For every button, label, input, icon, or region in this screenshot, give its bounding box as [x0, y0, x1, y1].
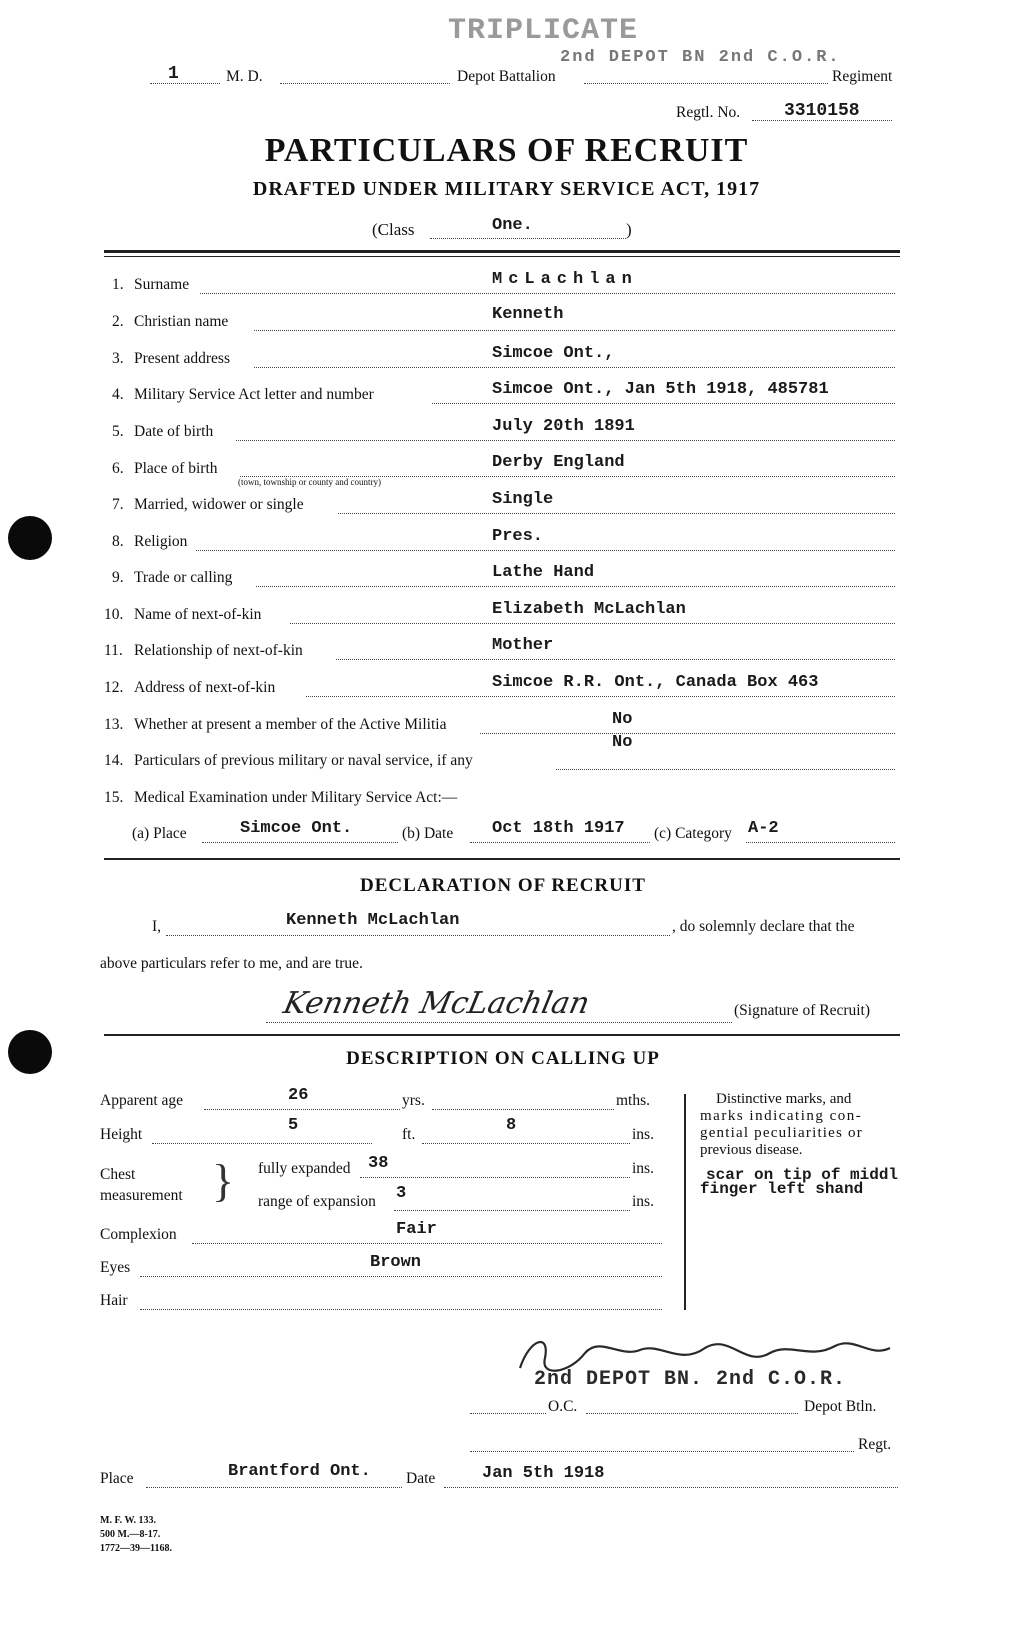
medical-place-label: (a) Place	[132, 825, 187, 842]
field-value-religion: Pres.	[492, 527, 544, 546]
field-value-surname: McLachlan	[492, 270, 638, 289]
recruit-signature: Kenneth McLachlan	[280, 986, 593, 1021]
field-num-1: 1.	[112, 276, 124, 293]
declaration-heading: DECLARATION OF RECRUIT	[360, 875, 646, 896]
field-value-present-address: Simcoe Ont.,	[492, 344, 615, 363]
height-in-value: 8	[506, 1116, 517, 1135]
medical-category-label: (c) Category	[654, 825, 732, 842]
regt-label: Regt.	[858, 1436, 892, 1453]
field-value-trade: Lathe Hand	[492, 563, 595, 582]
description-heading: DESCRIPTION ON CALLING UP	[346, 1048, 660, 1069]
form-code-1: M. F. W. 133.	[100, 1515, 157, 1526]
declaration-solemn: , do solemnly declare that the	[672, 918, 855, 935]
regtl-no-value: 3310158	[784, 101, 860, 121]
field-num-7: 7.	[112, 496, 124, 513]
marks-label-1: Distinctive marks, and	[716, 1091, 852, 1107]
rule-declaration	[104, 1034, 900, 1036]
stamp-depot-header: 2nd DEPOT BN 2nd C.O.R.	[560, 48, 841, 67]
top-rule	[104, 250, 900, 253]
medical-category-value: A-2	[748, 819, 779, 838]
field-label-previous-service: Particulars of previous military or naval service, if any	[134, 752, 473, 769]
field-num-9: 9.	[112, 569, 124, 586]
field-num-4: 4.	[112, 386, 124, 403]
declaration-name: Kenneth McLachlan	[286, 911, 460, 930]
field-label-msa-number: Military Service Act letter and number	[134, 386, 374, 403]
field-label-place-of-birth: Place of birth	[134, 460, 218, 477]
field-num-10: 10.	[104, 606, 124, 623]
description-divider	[684, 1094, 686, 1310]
field-num-14: 14.	[104, 752, 124, 769]
footer-date-value: Jan 5th 1918	[482, 1464, 605, 1483]
field-label-next-of-kin: Name of next-of-kin	[134, 606, 262, 623]
medical-date-label: (b) Date	[402, 825, 454, 842]
height-label: Height	[100, 1126, 143, 1143]
top-rule-thin	[104, 256, 900, 257]
regtl-no-label: Regtl. No.	[676, 104, 741, 121]
field-value-previous-service: No	[612, 733, 633, 752]
footer-place-value: Brantford Ont.	[228, 1462, 371, 1481]
ins-label-range: ins.	[632, 1193, 654, 1210]
form-code-2: 500 M.—8-17.	[100, 1529, 161, 1540]
field-label-surname: Surname	[134, 276, 190, 293]
field-num-12: 12.	[104, 679, 124, 696]
field-value-place-of-birth: Derby England	[492, 453, 625, 472]
field-value-marital-status: Single	[492, 490, 554, 509]
field-num-11: 11.	[104, 642, 123, 659]
field-num-13: 13.	[104, 716, 124, 733]
chest-label-1: Chest	[100, 1166, 136, 1183]
field-value-kin-address: Simcoe R.R. Ont., Canada Box 463	[492, 673, 819, 692]
mths-label: mths.	[616, 1092, 651, 1109]
height-ft-value: 5	[288, 1116, 299, 1135]
field-num-8: 8.	[112, 533, 124, 550]
declaration-line2: above particulars refer to me, and are true.	[100, 955, 363, 972]
marks-value-1: scar on tip of middl	[706, 1166, 899, 1184]
regiment-label: Regiment	[832, 68, 893, 85]
fully-expanded-label: fully expanded	[258, 1160, 351, 1177]
marks-label-2: marks indicating con-	[700, 1108, 863, 1124]
field-label-religion: Religion	[134, 533, 188, 550]
md-label: M. D.	[226, 68, 263, 85]
field-label-christian-name: Christian name	[134, 313, 229, 330]
ins-label-chest: ins.	[632, 1160, 654, 1177]
chest-label-2: measurement	[100, 1187, 183, 1204]
complexion-value: Fair	[396, 1220, 437, 1239]
field-label-marital-status: Married, widower or single	[134, 496, 304, 513]
field-value-active-militia: No	[612, 710, 633, 729]
field-num-3: 3.	[112, 350, 124, 367]
ft-label: ft.	[402, 1126, 416, 1143]
depot-btn-label: Depot Btln.	[804, 1398, 877, 1415]
field-label-trade: Trade or calling	[134, 569, 233, 586]
depot-stamp-footer: 2nd DEPOT BN. 2nd C.O.R.	[534, 1368, 847, 1391]
rule-medical	[104, 858, 900, 860]
range-value: 3	[396, 1184, 407, 1203]
field-num-6: 6.	[112, 460, 124, 477]
field-value-date-of-birth: July 20th 1891	[492, 417, 635, 436]
marks-label-3: gential peculiarities or	[700, 1125, 863, 1141]
field-num-15: 15.	[104, 789, 124, 806]
field-value-msa-number: Simcoe Ont., Jan 5th 1918, 485781	[492, 380, 829, 399]
fully-expanded-value: 38	[368, 1154, 389, 1173]
class-close: )	[626, 220, 632, 239]
medical-date-value: Oct 18th 1917	[492, 819, 625, 838]
apparent-age-label: Apparent age	[100, 1092, 184, 1109]
field-label-present-address: Present address	[134, 350, 230, 367]
eyes-value: Brown	[370, 1253, 422, 1272]
field-label-active-militia: Whether at present a member of the Active Militia	[134, 716, 447, 733]
yrs-label: yrs.	[402, 1092, 425, 1109]
field-value-christian-name: Kenneth	[492, 305, 564, 324]
form-code-3: 1772—39—1168.	[100, 1543, 172, 1554]
field-note-place-of-birth: (town, township or county and country)	[238, 477, 381, 487]
stamp-triplicate: TRIPLICATE	[448, 14, 639, 48]
apparent-age-years: 26	[288, 1086, 309, 1105]
form-title: PARTICULARS OF RECRUIT	[264, 132, 749, 169]
md-number: 1	[168, 64, 179, 84]
punch-hole-top	[8, 516, 52, 560]
field-label-relationship: Relationship of next-of-kin	[134, 642, 303, 659]
eyes-label: Eyes	[100, 1259, 131, 1276]
field-label-medical: Medical Examination under Military Service Act:—	[134, 789, 458, 806]
field-label-kin-address: Address of next-of-kin	[134, 679, 276, 696]
ins-label-height: ins.	[632, 1126, 654, 1143]
footer-place-label: Place	[100, 1470, 134, 1487]
signature-label: (Signature of Recruit)	[734, 1002, 871, 1019]
marks-label-4: previous disease.	[700, 1142, 803, 1158]
declaration-i: I,	[152, 918, 162, 935]
form-subtitle: DRAFTED UNDER MILITARY SERVICE ACT, 1917	[252, 178, 761, 200]
marks-value-2: finger left shand	[700, 1180, 864, 1198]
chest-brace: }	[212, 1155, 235, 1206]
field-label-date-of-birth: Date of birth	[134, 423, 214, 440]
range-label: range of expansion	[258, 1193, 376, 1210]
medical-place-value: Simcoe Ont.	[240, 819, 353, 838]
hair-label: Hair	[100, 1292, 128, 1309]
class-open: (Class	[372, 220, 415, 239]
field-num-5: 5.	[112, 423, 124, 440]
field-num-2: 2.	[112, 313, 124, 330]
depot-battalion-label: Depot Battalion	[457, 68, 556, 85]
field-value-next-of-kin: Elizabeth McLachlan	[492, 600, 686, 619]
field-value-relationship: Mother	[492, 636, 554, 655]
footer-date-label: Date	[406, 1470, 436, 1487]
class-value: One.	[492, 216, 533, 235]
oc-label: O.C.	[548, 1398, 578, 1415]
complexion-label: Complexion	[100, 1226, 177, 1243]
